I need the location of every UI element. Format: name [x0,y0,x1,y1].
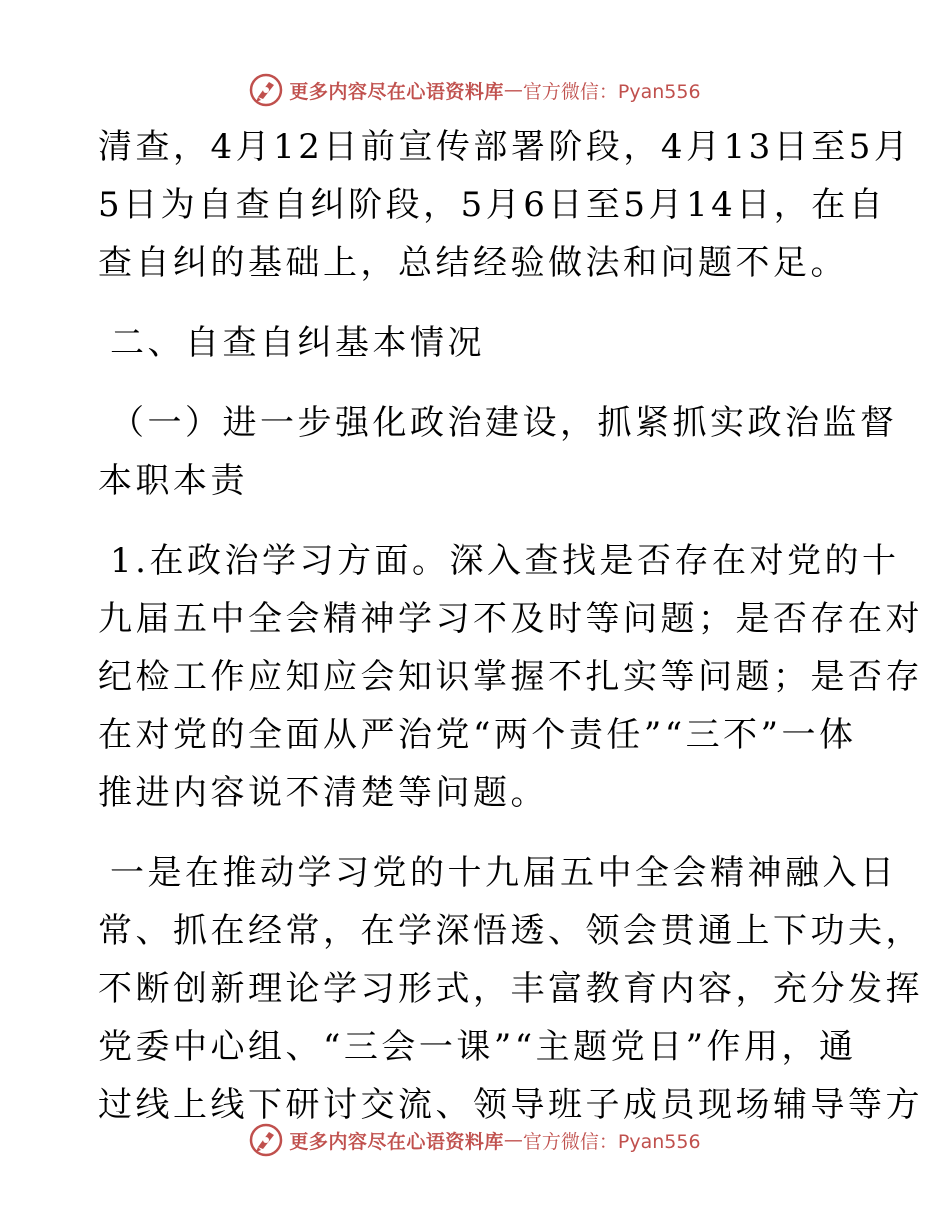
text-line: 党委中心组、“三会一课”“主题党日”作用，通 [98,1027,857,1067]
watermark-logo-icon [249,1123,283,1157]
paragraph [98,844,923,1134]
watermark-separator: — [503,1129,523,1151]
text-line: 九届五中全会精神学习不及时等问题；是否存在对 [98,599,923,639]
watermark-separator: — [503,79,523,101]
watermark-logo-icon [249,73,283,107]
text-line: 清查，4月12日前宣传部署阶段，4月13日至5月 [98,127,912,167]
watermark-wechat: 官方微信：Pyan556 [522,80,701,103]
watermark-text: 更多内容尽在心语资料库 [289,80,504,103]
subsection-heading [98,394,898,510]
text-line: 纪检工作应知应会知识掌握不扎实等问题；是否存 [98,657,923,697]
text-line: 查自纠的基础上，总结经验做法和问题不足。 [98,243,848,283]
text-line: 1.在政治学习方面。深入查找是否存在对党的十 [110,541,900,581]
watermark-wechat: 官方微信：Pyan556 [522,1130,701,1153]
text-line: 推进内容说不清楚等问题。 [98,773,548,813]
text-line: 不断创新理论学习形式，丰富教育内容，充分发挥 [98,969,923,1009]
document-body [98,118,923,1134]
paragraph [98,532,923,822]
heading-line: 二、自查自纠基本情况 [110,323,485,363]
heading-line: （一）进一步强化政治建设，抓紧抓实政治监督 [110,403,898,443]
heading-line: 本职本责 [98,461,248,501]
text-line: 5日为自查自纠阶段，5月6日至5月14日，在自 [98,185,887,225]
footer-watermark [0,1120,950,1160]
watermark-text: 更多内容尽在心语资料库 [289,1130,504,1153]
text-line: 常、抓在经常，在学深悟透、领会贯通上下功夫， [98,911,923,951]
text-line: 在对党的全面从严治党“两个责任”“三不”一体 [98,715,857,755]
text-line: 一是在推动学习党的十九届五中全会精神融入日 [110,853,898,893]
section-heading [98,314,858,372]
header-watermark [0,70,950,110]
text-line: 过线上线下研讨交流、领导班子成员现场辅导等方 [98,1085,923,1125]
paragraph [98,118,912,292]
